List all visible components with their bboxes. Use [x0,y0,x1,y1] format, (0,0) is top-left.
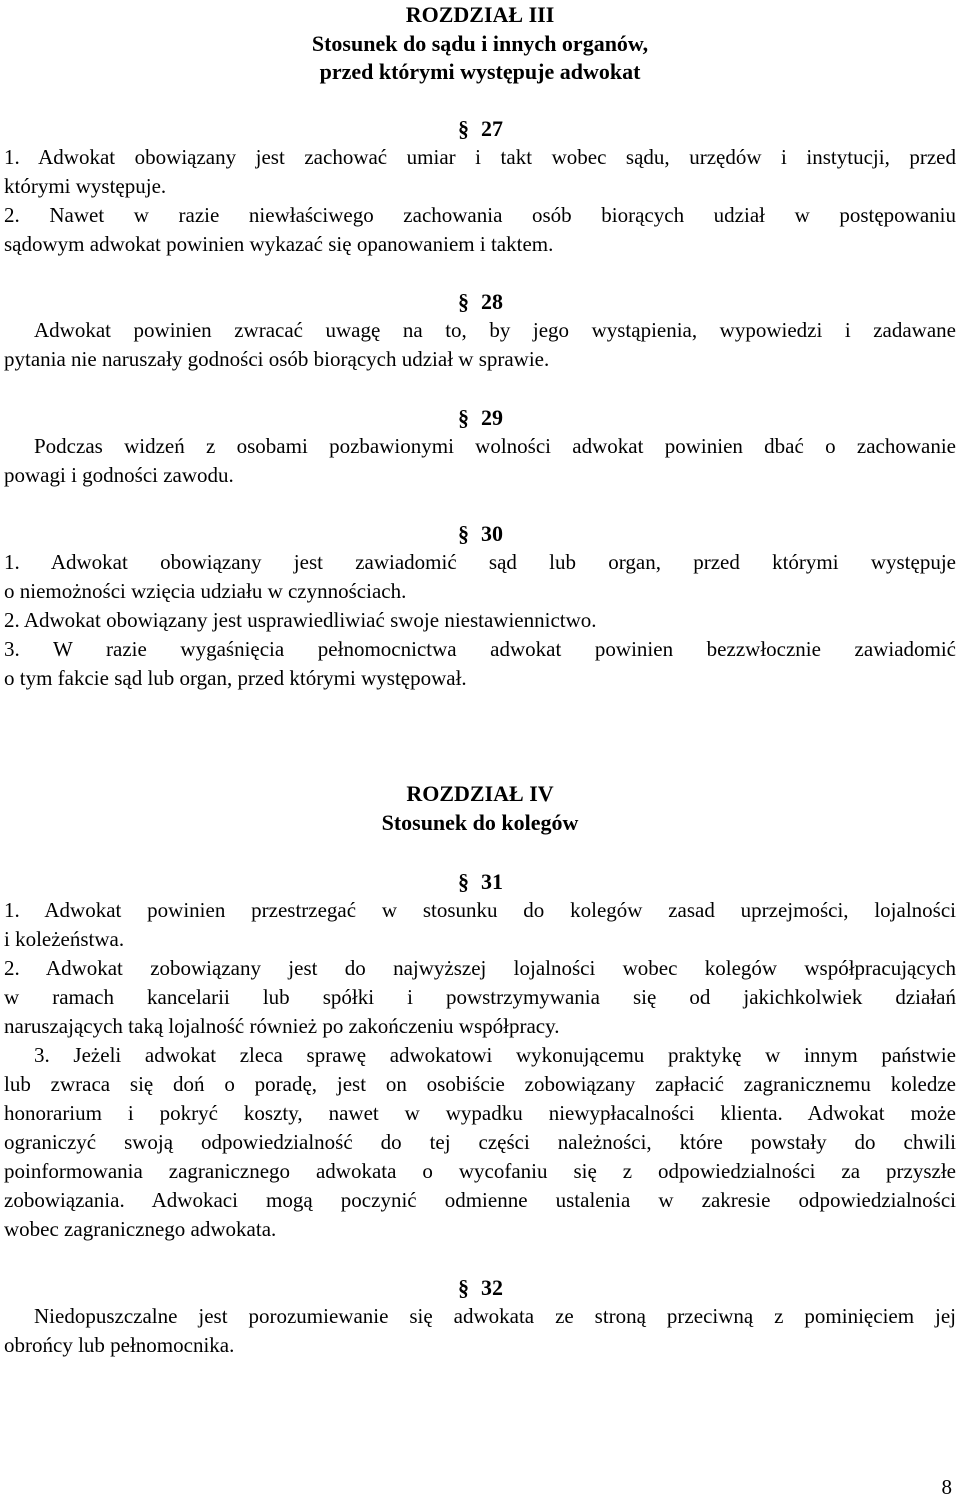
section-29-heading [458,403,503,432]
s30-p1-line-2: o niemożności wzięcia udziału w czynnościach. [4,579,407,603]
chapter-3-subtitle-line-2: przed którymi występuje adwokat [319,59,641,84]
chapter-4-subtitle: Stosunek do kolegów [381,810,579,835]
s31-p3-line-4: ograniczyć swoją odpowiedzialność do tej części należności, które powstały do chwili [4,1130,956,1154]
s31-p2-line-2: w ramach kancelarii lub spółki i powstrzymywania się od jakichkolwiek działań [4,985,956,1009]
page-number: 8 [941,1475,952,1499]
s31-p3-line-7: wobec zagranicznego adwokata. [4,1217,277,1241]
chapter-3-subtitle-line-1: Stosunek do sądu i innych organów, [311,31,649,56]
section-number: 28 [481,289,503,314]
s30-p2-line-1: 2. Adwokat obowiązany jest usprawiedliwiać swoje niestawiennictwo. [4,608,597,632]
s30-p3-line-1: 3. W razie wygaśnięcia pełnomocnictwa adwokat powinien bezzwłocznie zawiadomić [4,637,956,661]
s31-p2-line-1: 2. Adwokat zobowiązany jest do najwyższej lojalności wobec kolegów współpracujących [4,956,956,980]
chapter-4-title: ROZDZIAŁ IV [406,781,554,806]
s30-p1-line-1: 1. Adwokat obowiązany jest zawiadomić sąd lub organ, przed którymi występuje [4,550,956,574]
s28-line-2: pytania nie naruszały godności osób biorących udział w sprawie. [4,347,550,371]
chapter-3-title: ROZDZIAŁ III [405,2,555,27]
section-symbol: § [458,289,469,314]
s32-line-1: Niedopuszczalne jest porozumiewanie się adwokata ze stroną przeciwną z pominięciem jej [34,1304,956,1328]
section-symbol: § [458,116,469,141]
s31-p3-line-6: zobowiązania. Adwokaci mogą poczynić odmienne ustalenia w zakresie odpowiedzialności [4,1188,956,1212]
s31-p1-line-2: i koleżeństwa. [4,927,125,951]
s27-p1-line-2: którymi występuje. [4,174,167,198]
s29-line-1: Podczas widzeń z osobami pozbawionymi wolności adwokat powinien dbać o zachowanie [34,434,956,458]
section-number: 27 [481,116,503,141]
section-number: 32 [481,1275,503,1300]
s31-p3-line-1: 3. Jeżeli adwokat zleca sprawę adwokatowi wykonującemu praktykę w innym państwie [34,1043,956,1067]
s27-p1-line-1: 1. Adwokat obowiązany jest zachować umiar i takt wobec sądu, urzędów i instytucji, przed [4,145,956,169]
section-symbol: § [458,521,469,546]
section-27-heading [458,114,503,143]
s27-p2-line-2: sądowym adwokat powinien wykazać się opanowaniem i taktem. [4,232,554,256]
s30-p3-line-2: o tym fakcie sąd lub organ, przed którymi występował. [4,666,467,690]
section-30-heading [458,519,503,548]
s31-p2-line-3: naruszających taką lojalność również po zakończeniu współpracy. [4,1014,560,1038]
section-number: 29 [481,405,503,430]
section-symbol: § [458,1275,469,1300]
s32-line-2: obrońcy lub pełnomocnika. [4,1333,235,1357]
section-31-heading [458,867,503,896]
section-32-heading [458,1273,503,1302]
section-symbol: § [458,869,469,894]
s31-p3-line-5: poinformowania zagranicznego adwokata o wycofaniu się z odpowiedzialności za przyszłe [4,1159,956,1183]
s31-p3-line-2: lub zwraca się doń o poradę, jest on osobiście zobowiązany zapłacić zagranicznemu koledze [4,1072,956,1096]
section-28-heading [458,287,503,316]
s27-p2-line-1: 2. Nawet w razie niewłaściwego zachowania osób biorących udział w postępowaniu [4,203,956,227]
section-number: 30 [481,521,503,546]
s29-line-2: powagi i godności zawodu. [4,463,234,487]
section-symbol: § [458,405,469,430]
s28-line-1: Adwokat powinien zwracać uwagę na to, by jego wystąpienia, wypowiedzi i zadawane [34,318,956,342]
section-number: 31 [481,869,503,894]
s31-p1-line-1: 1. Adwokat powinien przestrzegać w stosunku do kolegów zasad uprzejmości, lojalności [4,898,956,922]
s31-p3-line-3: honorarium i pokryć koszty, nawet w wypadku niewypłacalności klienta. Adwokat może [4,1101,956,1125]
